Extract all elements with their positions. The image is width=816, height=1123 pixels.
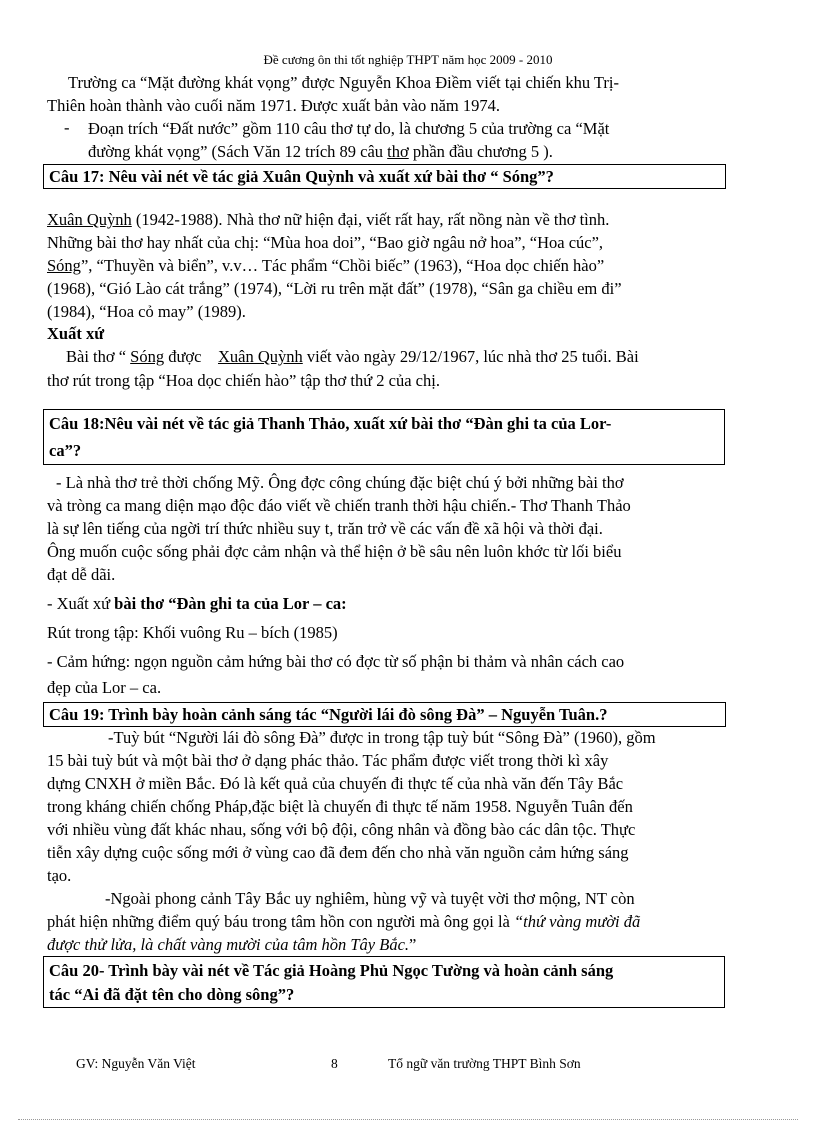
footer-department: Tổ ngữ văn trường THPT Bình Sơn	[388, 1056, 581, 1071]
q17-bio-line-3	[47, 255, 721, 278]
question-17-box	[43, 164, 726, 189]
q18-para-line-3: là sự lên tiếng của ngời trí thức nhiều suy t, trăn trở về các vấn đề xã hội và thời đại.	[47, 519, 603, 538]
text-run: phát hiện những điểm quý báu trong tâm hồn con người mà ông gọi là	[47, 912, 514, 931]
question-19-title: Câu 19: Trình bày hoàn cảnh sáng tác “Người lái đò sông Đà” – Nguyễn Tuân.?	[49, 705, 608, 724]
q18-inspiration-line-1: - Cảm hứng: ngọn nguồn cảm hứng bài thơ có đợc từ số phận bi thảm và nhân cách cao	[47, 652, 625, 671]
text-run: viết vào ngày 29/12/1967, lúc nhà thơ 25 tuổi. Bài	[302, 347, 639, 366]
q18-para-line-5: đạt dễ dãi.	[47, 565, 116, 584]
text-run: phần đầu chương 5 ).	[408, 142, 553, 161]
text-run: ”	[409, 935, 417, 954]
q19-para-line-1: -Tuỳ bút “Người lái đò sông Đà” được in trong tập tuỳ bút “Sông Đà” (1960), gồm	[108, 728, 656, 747]
text-run-underlined: Sóng	[130, 347, 165, 366]
page-bottom-divider	[18, 1119, 798, 1120]
intro-line-2: Thiên hoàn thành vào cuối năm 1971. Được xuất bản vào năm 1974.	[47, 96, 500, 115]
page-header: Đề cương ôn thi tốt nghiệp THPT năm học 2009 - 2010	[263, 52, 553, 67]
q18-para-line-1: - Là nhà thơ trẻ thời chống Mỹ. Ông đợc công chúng đặc biệt chú ý bởi những bài thơ	[56, 473, 624, 492]
q19-para-line-4: trong kháng chiến chống Pháp,đặc biệt là chuyến đi thực tế năm 1958. Nguyễn Tuân đến	[47, 797, 633, 816]
text-run: Bài thơ “	[66, 347, 131, 366]
question-18-title-line-1: Câu 18:Nêu vài nét về tác giả Thanh Thảo, xuất xứ bài thơ “Đàn ghi ta của Lor-	[49, 414, 612, 433]
question-18-box	[43, 409, 725, 465]
intro-bullet-mark: -	[64, 118, 70, 137]
q18-origin-line	[47, 593, 721, 616]
q18-inspiration-line-2: đẹp của Lor – ca.	[47, 678, 162, 697]
text-run: được	[164, 347, 206, 366]
text-run-underlined: Xuân Quỳnh	[217, 347, 303, 366]
text-run: - Xuất xứ	[47, 594, 115, 613]
author-name: Xuân Quỳnh	[47, 210, 132, 229]
text-run: (1942-1988). Nhà thơ nữ hiện đại, viết rất hay, rất nồng nàn về thơ tình.	[131, 210, 610, 229]
question-20-title-line-2: tác “Ai đã đặt tên cho dòng sông”?	[49, 985, 295, 1004]
text-run-underlined: Sóng	[47, 256, 81, 275]
footer-page-number: 8	[331, 1056, 338, 1071]
footer-teacher: GV: Nguyễn Văn Việt	[76, 1056, 196, 1071]
question-20-box	[43, 956, 725, 1008]
intro-bullet-line-1: Đoạn trích “Đất nước” gồm 110 câu thơ tự do, là chương 5 của trường ca “Mặt	[88, 119, 610, 138]
question-17-title: Câu 17: Nêu vài nét về tác giả Xuân Quỳnh và xuất xứ bài thơ “ Sóng”?	[49, 167, 554, 186]
q19-para-line-3: dựng CNXH ở miền Bắc. Đó là kết quả của chuyến đi thực tế của nhà văn đến Tây Bắc	[47, 774, 624, 793]
q17-bio-line-4: (1968), “Gió Lào cát trắng” (1974), “Lời ru trên mặt đất” (1978), “Sân ga chiều em đi”	[47, 279, 622, 298]
q19-para2-line-3	[47, 934, 721, 957]
q17-origin-line-2: thơ rút trong tập “Hoa dọc chiến hào” tập thơ thứ 2 của chị.	[47, 371, 440, 390]
q19-para-line-6: tiễn xây dựng cuộc sống mới ở vùng cao đã đem đến cho nhà văn nguồn cảm hứng sáng	[47, 843, 629, 862]
q17-bio-line-2: Những bài thơ hay nhất của chị: “Mùa hoa doi”, “Bao giờ ngâu nở hoa”, “Hoa cúc”,	[47, 233, 604, 252]
q17-origin-line-1	[66, 346, 722, 369]
q17-bio-line-1	[47, 209, 721, 232]
q18-para-line-2: và tròng ca mang diện mạo độc đáo viết về chiến tranh thời hậu chiến.- Thơ Thanh Thảo	[47, 496, 631, 515]
intro-line-1: Trường ca “Mặt đường khát vọng” được Nguyễn Khoa Điềm viết tại chiến khu Trị-	[68, 73, 619, 92]
text-run: đường khát vọng” (Sách Văn 12 trích 89 câu	[88, 142, 388, 161]
q19-para2-line-2	[47, 911, 721, 934]
q19-para-line-2: 15 bài tuỳ bút và một bài thơ ở dạng phác thảo. Tác phẩm được viết trong thời kì xây	[47, 751, 609, 770]
intro-bullet-line-2	[88, 141, 722, 164]
question-19-box	[43, 702, 726, 727]
q17-origin-heading: Xuất xứ	[47, 324, 105, 343]
q19-para2-line-1: -Ngoài phong cảnh Tây Bắc uy nghiêm, hùng vỹ và tuyệt vời thơ mộng, NT còn	[105, 889, 635, 908]
text-run-underlined: thơ	[387, 142, 409, 161]
q19-para-line-7: tạo.	[47, 866, 72, 885]
text-run-bold: bài thơ “Đàn ghi ta của Lor – ca:	[114, 594, 347, 613]
question-18-title-line-2: ca”?	[49, 441, 82, 460]
q17-bio-line-5: (1984), “Hoa cỏ may” (1989).	[47, 302, 246, 321]
text-run: ”, “Thuyền và biển”, v.v… Tác phẩm “Chồi biếc” (1963), “Hoa dọc chiến hào”	[80, 256, 605, 275]
q18-para-line-4: Ông muốn cuộc sống phải đợc cảm nhận và thể hiện ở bề sâu nên luôn khớc từ lối biểu	[47, 542, 622, 561]
question-20-title-line-1: Câu 20- Trình bày vài nét về Tác giả Hoàng Phủ Ngọc Tường và hoàn cảnh sáng	[49, 961, 614, 980]
q19-para-line-5: với nhiều vùng đất khác nhau, sống với bộ đội, công nhân và đồng bào các dân tộc. Thực	[47, 820, 636, 839]
q18-source-line: Rút trong tập: Khối vuông Ru – bích (1985)	[47, 623, 338, 642]
text-run-italic: “thứ vàng mười đã	[514, 912, 641, 931]
text-run-italic: được thử lửa, là chất vàng mười của tâm hồn Tây Bắc.	[47, 935, 410, 954]
